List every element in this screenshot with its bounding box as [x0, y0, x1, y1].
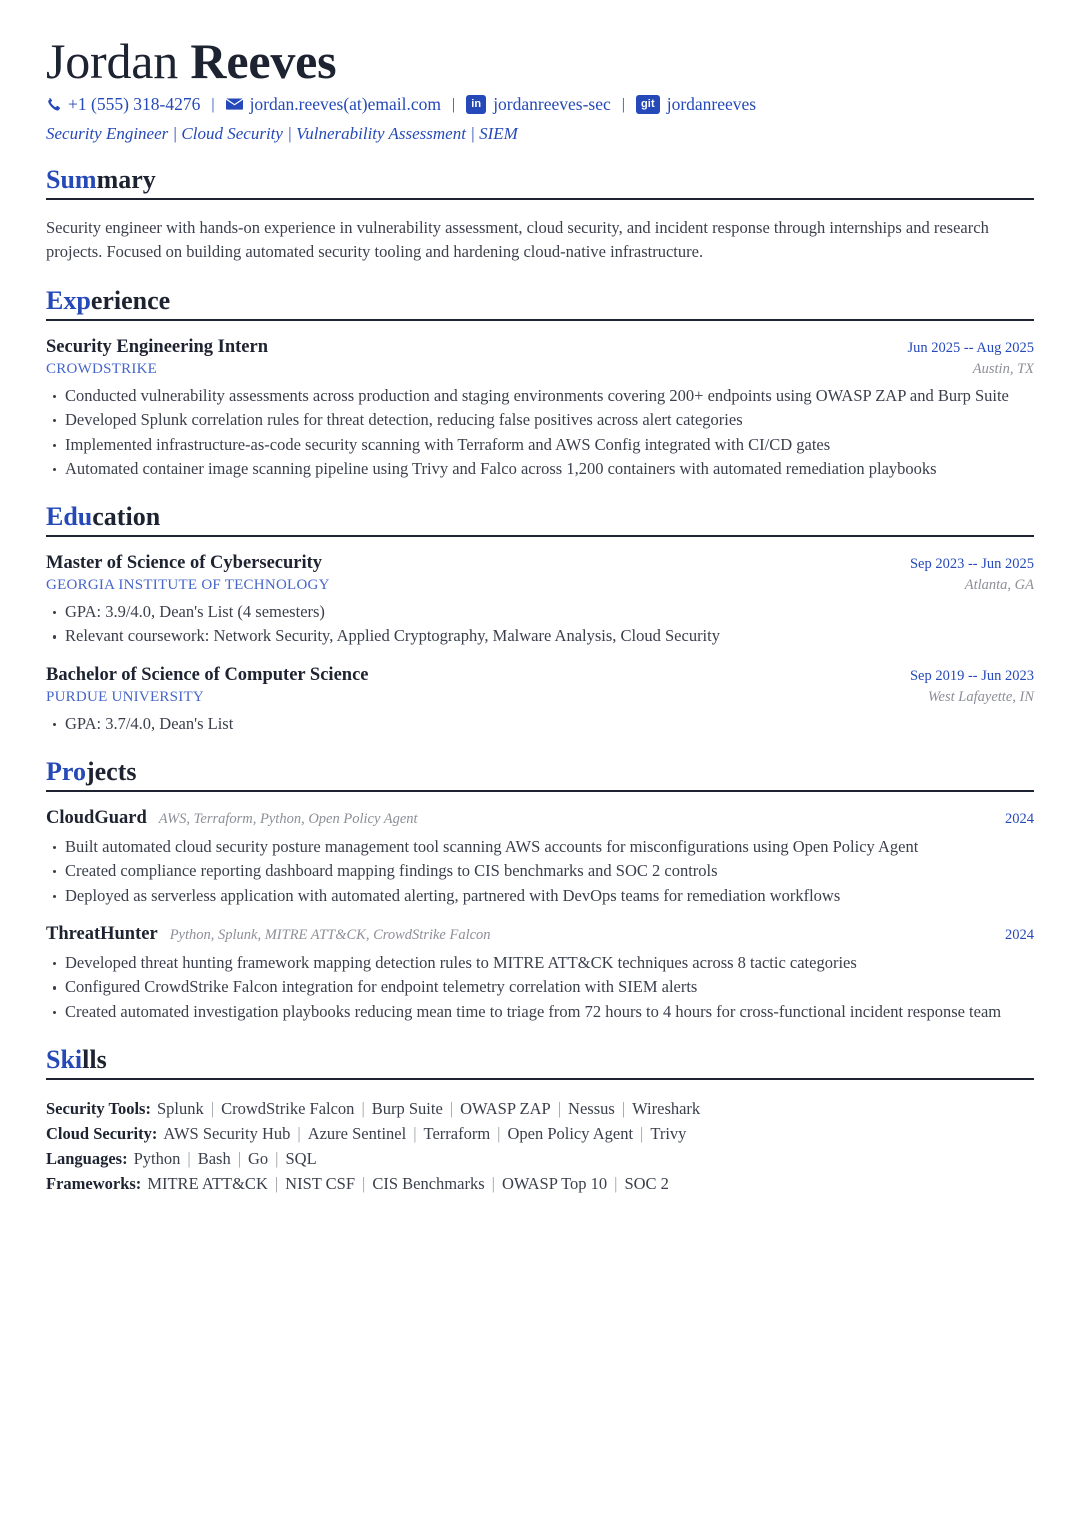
project-entry: [46, 808, 1034, 908]
project-entry: [46, 924, 1034, 1024]
skill-separator: |: [557, 1098, 562, 1118]
section-heading-rest: mary: [96, 165, 156, 194]
bullet-item: Conducted vulnerability assessments across production and staging environments covering 200+ endpoints using OWASP ZAP and Burp Suite: [46, 384, 1034, 408]
experience-date: Jun 2025 -- Aug 2025: [907, 339, 1034, 356]
bullet-item: Automated container image scanning pipeline using Trivy and Falco across 1,200 containers with automated remediation playbooks: [46, 457, 1034, 481]
skill-separator: |: [187, 1148, 191, 1168]
summary-text: Security engineer with hands-on experience in vulnerability assessment, cloud security, and incident response through internships and research projects. Focused on building automated security tooling and hardening cloud-native infrastructure.: [46, 217, 989, 262]
experience-title: Security Engineering Intern: [46, 336, 268, 357]
skill-row: [46, 1121, 1034, 1146]
bullet-item: Created compliance reporting dashboard mapping findings to CIS benchmarks and SOC 2 controls: [46, 859, 1034, 883]
skill-separator: |: [614, 1173, 618, 1193]
education-bullet-list: [46, 600, 1034, 649]
section-heading-rest: erience: [90, 286, 171, 316]
contact-separator: |: [621, 95, 625, 113]
contact-item[interactable]: [466, 94, 611, 115]
phone-icon: [46, 97, 61, 112]
section-heading-rest: jects: [85, 757, 137, 787]
skill-separator: |: [297, 1123, 301, 1143]
education-entry: [46, 553, 1034, 649]
skills-list: [46, 1096, 1034, 1196]
project-tech-stack: AWS, Terraform, Python, Open Policy Agent: [158, 810, 418, 827]
entry-title-row: [46, 553, 1034, 574]
education-title: Master of Science of Cybersecurity: [46, 552, 323, 573]
education-organization: GEORGIA INSTITUTE OF TECHNOLOGY: [46, 576, 330, 593]
project-year: 2024: [1005, 926, 1034, 943]
project-year: 2024: [1005, 810, 1034, 827]
skill-item: CrowdStrike Falcon: [221, 1098, 355, 1118]
skill-separator: |: [621, 1098, 626, 1118]
skill-values: [151, 1099, 700, 1118]
project-bullet-list: [46, 951, 1034, 1024]
contact-item[interactable]: [226, 94, 441, 115]
skill-separator: |: [491, 1173, 495, 1193]
resume-header: [46, 34, 1034, 144]
education-location: Atlanta, GA: [964, 576, 1034, 593]
skill-separator: |: [362, 1173, 366, 1193]
skill-separator: |: [497, 1123, 501, 1143]
experience-entry-list: [46, 337, 1034, 482]
education-bullet-list: [46, 712, 1034, 736]
bullet-item: Created automated investigation playbooks reducing mean time to triage from 72 hours to 4 hours for cross-functional incident response team: [46, 1000, 1034, 1024]
skill-category-label: Languages:: [46, 1148, 128, 1168]
experience-organization: CROWDSTRIKE: [46, 360, 158, 377]
contact-text: +1 (555) 318-4276: [68, 94, 201, 114]
skill-item: SOC 2: [624, 1173, 669, 1193]
skill-separator: |: [274, 1173, 279, 1193]
skill-values: [157, 1124, 686, 1143]
contact-text: jordanreeves-sec: [493, 94, 611, 114]
entry-title-row: [46, 665, 1034, 686]
skill-item: Trivy: [650, 1123, 687, 1143]
skill-row: [46, 1171, 1034, 1196]
skill-item: Terraform: [423, 1123, 491, 1143]
candidate-name: [46, 34, 1034, 88]
candidate-tagline: Security Engineer | Cloud Security | Vulnerability Assessment | SIEM: [46, 124, 518, 143]
entry-org-row: [46, 689, 1034, 706]
skill-separator: |: [413, 1123, 417, 1143]
skill-item: OWASP Top 10: [501, 1173, 608, 1193]
skill-item: NIST CSF: [285, 1173, 356, 1193]
skill-separator: |: [237, 1148, 241, 1168]
education-entry: [46, 665, 1034, 736]
section-heading-education: [46, 503, 1034, 537]
education-organization: PURDUE UNIVERSITY: [46, 688, 204, 705]
contact-separator: |: [211, 95, 215, 113]
skill-item: MITRE ATT&CK: [147, 1173, 268, 1193]
section-skills: [46, 1046, 1034, 1196]
contact-text: jordanreeves: [666, 94, 757, 114]
entry-org-row: [46, 361, 1034, 378]
project-title-row: [46, 808, 1034, 829]
skill-item: Azure Sentinel: [307, 1123, 407, 1143]
section-heading-accent: Pro: [46, 757, 86, 787]
bullet-item: Deployed as serverless application with automated alerting, partnered with DevOps teams for remediation workflows: [46, 884, 1034, 908]
skill-separator: |: [275, 1148, 279, 1168]
skill-item: AWS Security Hub: [163, 1123, 291, 1143]
project-tech-stack: Python, Splunk, MITRE ATT&CK, CrowdStrike Falcon: [169, 926, 491, 943]
section-experience: [46, 287, 1034, 481]
section-heading-accent: Edu: [46, 502, 93, 532]
bullet-item: Developed Splunk correlation rules for threat detection, reducing false positives across alert categories: [46, 408, 1034, 432]
skill-separator: |: [361, 1098, 365, 1118]
skill-item: Bash: [197, 1148, 231, 1168]
section-heading-skills: [46, 1046, 1034, 1080]
skill-values: [128, 1149, 317, 1168]
contact-item[interactable]: [46, 94, 200, 115]
skill-item: OWASP ZAP: [460, 1098, 551, 1118]
experience-entry: [46, 337, 1034, 482]
skill-category-label: Cloud Security:: [46, 1123, 158, 1143]
section-summary: [46, 166, 1034, 265]
skill-item: Open Policy Agent: [507, 1123, 634, 1143]
skill-values: [141, 1174, 669, 1193]
entry-title-row: [46, 337, 1034, 358]
skill-separator: |: [449, 1098, 454, 1118]
experience-location: Austin, TX: [972, 360, 1034, 377]
skill-item: CIS Benchmarks: [372, 1173, 485, 1193]
skill-row: [46, 1096, 1034, 1121]
bullet-item: Configured CrowdStrike Falcon integration for endpoint telemetry correlation with SIEM alerts: [46, 975, 1034, 999]
section-heading-accent: Ski: [46, 1045, 83, 1075]
github-icon: git: [636, 95, 660, 114]
skill-separator: |: [210, 1098, 215, 1118]
envelope-icon: [226, 98, 243, 111]
bullet-item: GPA: 3.7/4.0, Dean's List: [46, 712, 1034, 736]
education-location: West Lafayette, IN: [927, 688, 1034, 705]
skill-item: SQL: [285, 1148, 317, 1168]
section-heading-experience: [46, 287, 1034, 321]
contact-item[interactable]: [636, 94, 756, 115]
section-heading-projects: [46, 758, 1034, 792]
section-heading-summary: [46, 166, 1034, 200]
section-heading-rest: cation: [92, 502, 161, 532]
skill-item: Wireshark: [632, 1098, 701, 1118]
skill-row: [46, 1146, 1034, 1171]
project-heading: [46, 808, 418, 829]
candidate-last-name: Reeves: [190, 33, 337, 89]
project-title-row: [46, 924, 1034, 945]
contact-text: jordan.reeves(at)email.com: [249, 94, 441, 114]
project-name: ThreatHunter: [46, 923, 158, 944]
bullet-item: Built automated cloud security posture management tool scanning AWS accounts for misconfigurations using Open Policy Agent: [46, 835, 1034, 859]
skill-item: Burp Suite: [371, 1098, 443, 1118]
skill-item: Go: [248, 1148, 269, 1168]
project-heading: [46, 924, 491, 945]
section-heading-accent: Sum: [46, 165, 97, 194]
section-education: [46, 503, 1034, 736]
linkedin-icon: in: [466, 95, 486, 114]
skill-category-label: Frameworks:: [46, 1173, 142, 1193]
skill-separator: |: [640, 1123, 644, 1143]
bullet-item: Developed threat hunting framework mapping detection rules to MITRE ATT&CK techniques across 8 tactic categories: [46, 951, 1034, 975]
bullet-item: Implemented infrastructure-as-code security scanning with Terraform and AWS Config integrated with CI/CD gates: [46, 433, 1034, 457]
education-date: Sep 2023 -- Jun 2025: [909, 555, 1034, 572]
bullet-item: GPA: 3.9/4.0, Dean's List (4 semesters): [46, 600, 1034, 624]
contact-separator: |: [452, 95, 456, 113]
project-name: CloudGuard: [46, 807, 147, 828]
skill-category-label: Security Tools:: [46, 1098, 151, 1118]
education-date: Sep 2019 -- Jun 2023: [909, 667, 1034, 684]
project-entry-list: [46, 808, 1034, 1024]
section-heading-accent: Exp: [46, 286, 91, 316]
candidate-first-name: Jordan: [46, 33, 179, 89]
contact-line: [46, 94, 1034, 115]
entry-org-row: [46, 577, 1034, 594]
skill-item: Splunk: [156, 1098, 204, 1118]
section-heading-rest: lls: [82, 1045, 107, 1075]
section-projects: [46, 758, 1034, 1024]
skill-item: Python: [133, 1148, 181, 1168]
skill-item: Nessus: [568, 1098, 615, 1118]
experience-bullet-list: [46, 384, 1034, 482]
project-bullet-list: [46, 835, 1034, 908]
education-title: Bachelor of Science of Computer Science: [46, 664, 369, 685]
education-entry-list: [46, 553, 1034, 736]
bullet-item: Relevant coursework: Network Security, Applied Cryptography, Malware Analysis, Cloud Security: [46, 624, 1034, 648]
